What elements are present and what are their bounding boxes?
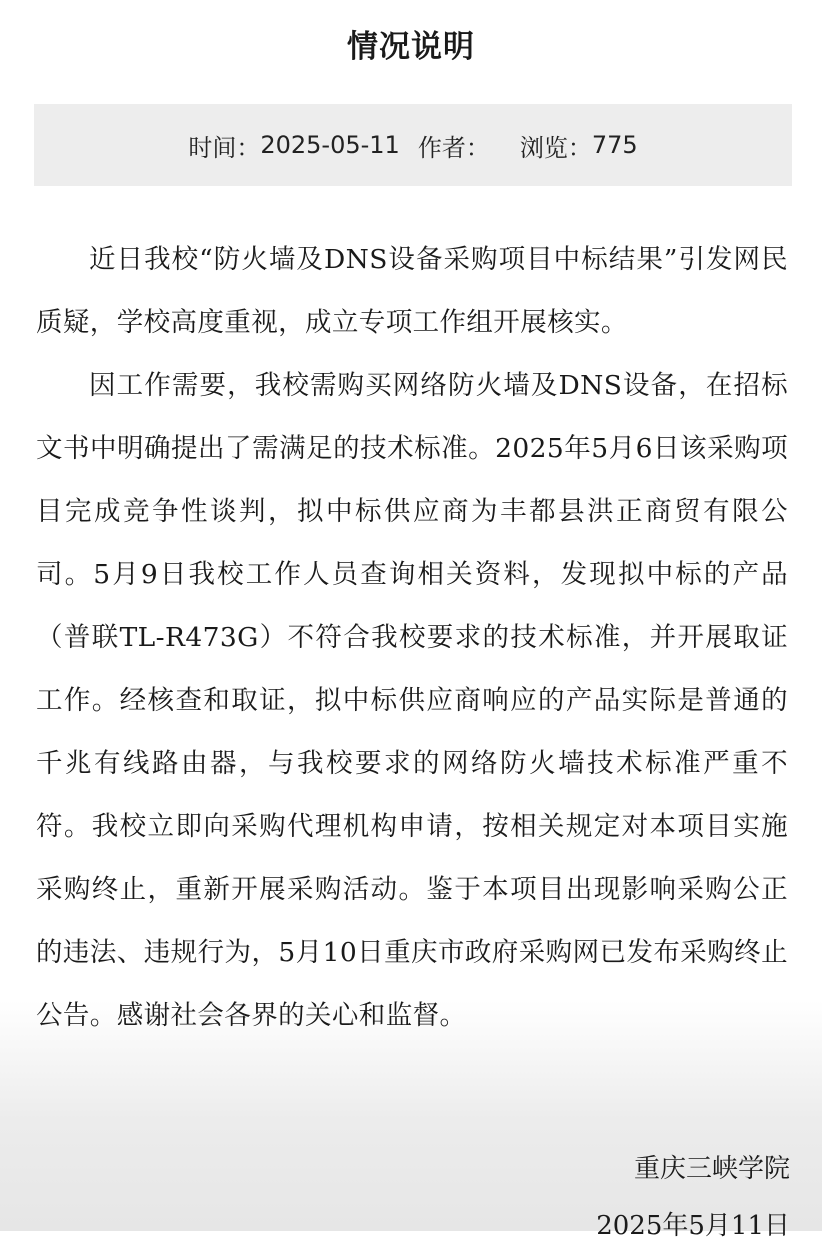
time-value: 2025-05-11	[260, 131, 400, 159]
article-meta-bar	[34, 104, 792, 186]
views-label: 浏览：	[519, 133, 592, 162]
time-label: 时间：	[188, 133, 261, 162]
paragraph-intro: 近日我校“防火墙及DNS设备采购项目中标结果”引发网民质疑，学校高度重视，成立专项工作组开展核实。	[36, 244, 788, 338]
paragraph-details: 因工作需要，我校需购买网络防火墙及DNS设备，在招标文书中明确提出了需满足的技术标准。2025年5月6日该采购项目完成竞争性谈判，拟中标供应商为丰都县洪正商贸有限公司。5月9日我校工作人员查询相关资料，发现拟中标的产品（普联TL-R473G）不符合我校要求的技术标准，并开展取证工作。经核查和取证，拟中标供应商响应的产品实际是普通的千兆有线路由器，与我校要求的网络防火墙技术标准严重不符。我校立即向采购代理机构申请，按相关规定对本项目实施采购终止，重新开展采购活动。鉴于本项目出现影响采购公正的违法、违规行为，5月10日重庆市政府采购网已发布采购终止公告。感谢社会各界的关心和监督。	[36, 370, 788, 1031]
signature-date: 2025年5月11日	[596, 1211, 790, 1241]
page-title: 情况说明	[347, 29, 475, 65]
views-value: 775	[591, 131, 638, 159]
author-label: 作者：	[417, 133, 490, 162]
article-body	[36, 228, 788, 1047]
signature-institution: 重庆三峡学院	[633, 1154, 790, 1184]
